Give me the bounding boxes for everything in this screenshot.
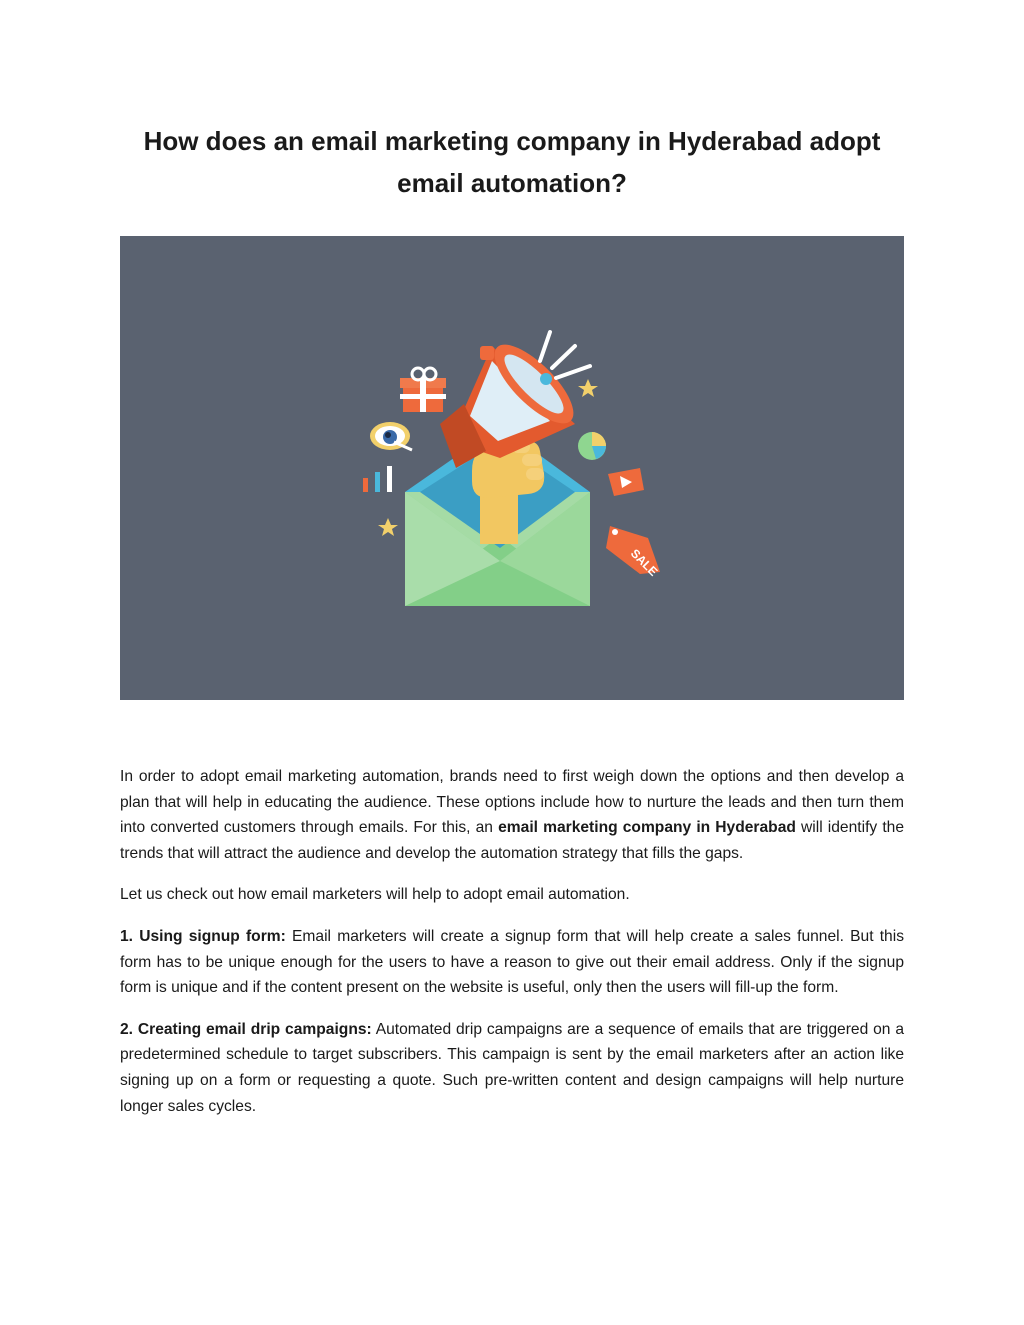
point-2-heading: 2. Creating email drip campaigns:: [120, 1020, 372, 1038]
article-body: [120, 764, 904, 1119]
play-icon: [608, 468, 644, 496]
svg-text:SALE: SALE: [627, 546, 661, 579]
point-1-heading: 1. Using signup form:: [120, 927, 286, 945]
point-2-paragraph: 2. Creating email drip campaigns: Automated drip campaigns are a sequence of emails that are triggered on a predetermined schedule to target subscribers. This campaign is sent by the email marketers after an action like signing up on a form or requesting a quote. Such pre-written content and design campaigns will help nurture longer sales cycles.: [120, 1020, 904, 1115]
gift-icon: [400, 368, 446, 412]
dot-icon: [540, 373, 552, 385]
hero-illustration: [120, 236, 904, 700]
point-1-paragraph: 1. Using signup form: Email marketers will create a signup form that will help create a sales funnel. But this form has to be unique enough for the users to have a reason to give out their email address. Only if the signup form is unique and if the content present on the website is useful, only then the users will fill-up the form.: [120, 927, 904, 997]
eye-icon: [370, 422, 412, 450]
intro-paragraph: In order to adopt email marketing automation, brands need to first weigh down the options and then develop a plan that will help in educating the audience. These options include how to nurture the leads and then turn them into converted customers through emails. For this, an email marketing company in Hyderabad will identify the trends that will attract the audience and develop the automation strategy that fills the gaps.: [120, 768, 904, 862]
bar-chart-icon: [363, 466, 392, 492]
megaphone-icon: [440, 333, 585, 468]
page-title: How does an email marketing company in Hyderabad adopt email automation?: [143, 126, 881, 198]
document-page: [120, 0, 904, 1135]
sale-tag-icon: [606, 526, 660, 579]
pie-chart-icon: [578, 432, 606, 460]
intro-bold-phrase: email marketing company in Hyderabad: [498, 819, 796, 837]
lead-in-paragraph: Let us check out how email marketers will help to adopt email automation.: [120, 886, 630, 904]
